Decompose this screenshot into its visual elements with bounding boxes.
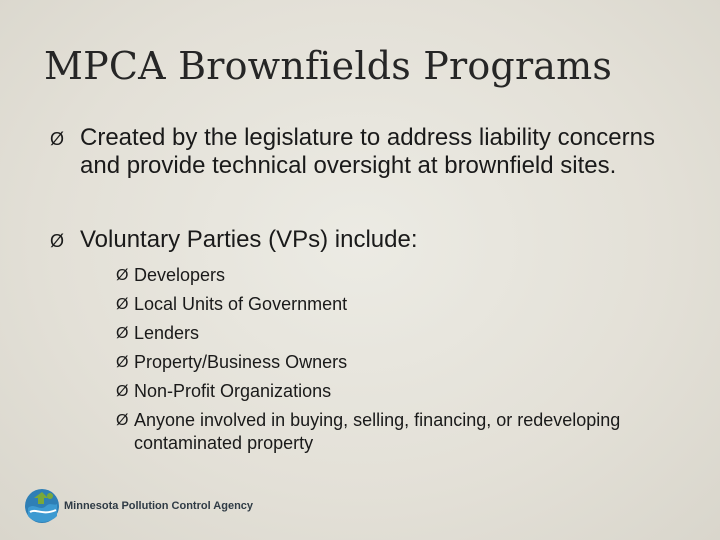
bullet-text: Created by the legislature to address liability concerns and provide technical oversight at brownfield sites. [80, 124, 655, 179]
bullet-arrow-icon: Ø [50, 231, 65, 251]
sub-bullet-text: Anyone involved in buying, selling, financing, or redeveloping contaminated property [134, 410, 621, 453]
sub-bullet-arrow-icon: Ø [116, 354, 129, 371]
sub-bullet-text: Local Units of Government [134, 294, 348, 314]
sub-bullet-item [116, 409, 654, 455]
sub-bullet-item [116, 351, 654, 374]
sub-bullet-text: Property/Business Owners [134, 352, 348, 372]
sub-bullet-item [116, 322, 654, 345]
sub-bullet-arrow-icon: Ø [116, 325, 129, 342]
slide-title: MPCA Brownfields Programs [44, 44, 613, 88]
sub-bullet-arrow-icon: Ø [116, 412, 129, 429]
sub-bullet-text: Lenders [134, 323, 200, 343]
bullet-text: Voluntary Parties (VPs) include: [80, 226, 418, 253]
sub-bullet-item [116, 293, 654, 316]
sub-bullet-arrow-icon: Ø [116, 267, 129, 284]
bullet-arrow-icon: Ø [50, 129, 65, 149]
mpca-logo [22, 486, 282, 526]
sub-bullet-text: Non-Profit Organizations [134, 381, 332, 401]
logo-wordmark: Minnesota Pollution Control Agency [64, 500, 254, 512]
mpca-logo-icon [22, 486, 62, 526]
sub-bullet-item [116, 380, 654, 403]
bullet-item [50, 124, 680, 180]
bullet-item [50, 226, 680, 254]
sub-bullet-arrow-icon: Ø [116, 383, 129, 400]
sub-bullet-text: Developers [134, 265, 226, 285]
sub-bullet-item [116, 264, 654, 287]
sub-bullet-arrow-icon: Ø [116, 296, 129, 313]
